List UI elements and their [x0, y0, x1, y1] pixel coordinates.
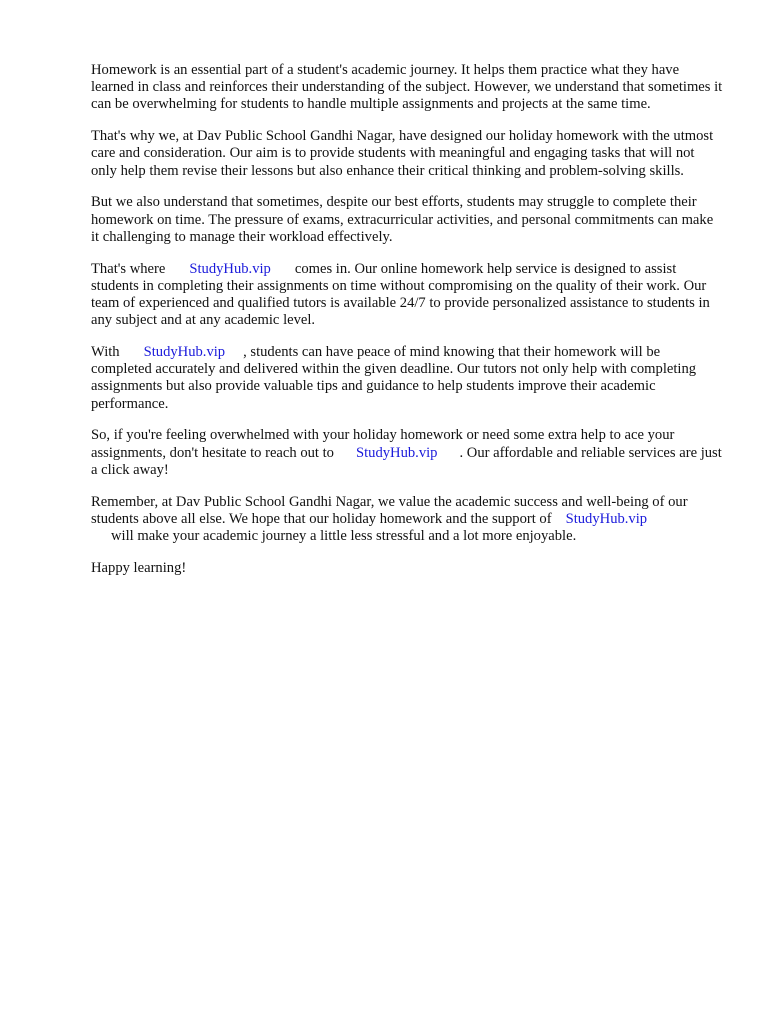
paragraph-reach-out	[91, 427, 723, 479]
studyhub-link[interactable]: StudyHub.vip	[143, 344, 226, 361]
closing-line: Happy learning!	[91, 559, 187, 576]
paragraph-text: That's where	[91, 260, 166, 277]
paragraph-intro: Homework is an essential part of a student's academic journey. It helps them practice what they have learned in class and reinforces their understanding of the subject. However, we understand that sometimes it can be overwhelming for students to handle multiple assignments and projects at the same time.	[91, 62, 723, 113]
paragraph-studyhub-intro	[91, 261, 723, 330]
document-body	[91, 62, 723, 592]
paragraph-text: comes in. Our online homework help service is designed to assist students in completing their assignments on time without compromising on the quality of their work. Our team of experienced and qualified tutors is available 24/7 to provide personalized assistance to students in any subject and at any academic level.	[91, 260, 710, 329]
paragraph-text: So, if you're feeling overwhelmed with your holiday homework or need some extra help to ace your assignments, don't hesitate to reach out to	[91, 427, 675, 461]
paragraph-text: With	[91, 344, 120, 361]
paragraph-text: , students can have peace of mind knowing that their homework will be completed accurately and delivered within the given deadline. Our tutors not only help with completing assignments but also provide valuable tips and guidance to help students improve their academic performance.	[91, 344, 697, 412]
paragraph-text: will make your academic journey a little less stressful and a lot more enjoyable.	[111, 528, 577, 545]
paragraph-remember	[91, 494, 723, 546]
studyhub-link[interactable]: StudyHub.vip	[355, 444, 438, 461]
paragraph-text: Remember, at Dav Public School Gandhi Nagar, we value the academic success and well-being of our students above all else. We hope that our holiday homework and the support of	[91, 493, 688, 527]
paragraph-text: . Our affordable and reliable services are just a click away!	[91, 444, 722, 478]
studyhub-link[interactable]: StudyHub.vip	[565, 510, 648, 527]
paragraph-struggles: But we also understand that sometimes, despite our best efforts, students may struggle to complete their homework on time. The pressure of exams, extracurricular activities, and personal commitments can make it challenging to manage their workload effectively.	[91, 194, 714, 245]
studyhub-link[interactable]: StudyHub.vip	[189, 260, 271, 277]
paragraph-school-homework: That's why we, at Dav Public School Gandhi Nagar, have designed our holiday homework with the utmost care and consideration. Our aim is to provide students with meaningful and engaging tasks that will not only help them revise their lessons but also enhance their critical thinking and problem-solving skills.	[91, 128, 714, 179]
paragraph-peace-of-mind	[91, 344, 723, 413]
